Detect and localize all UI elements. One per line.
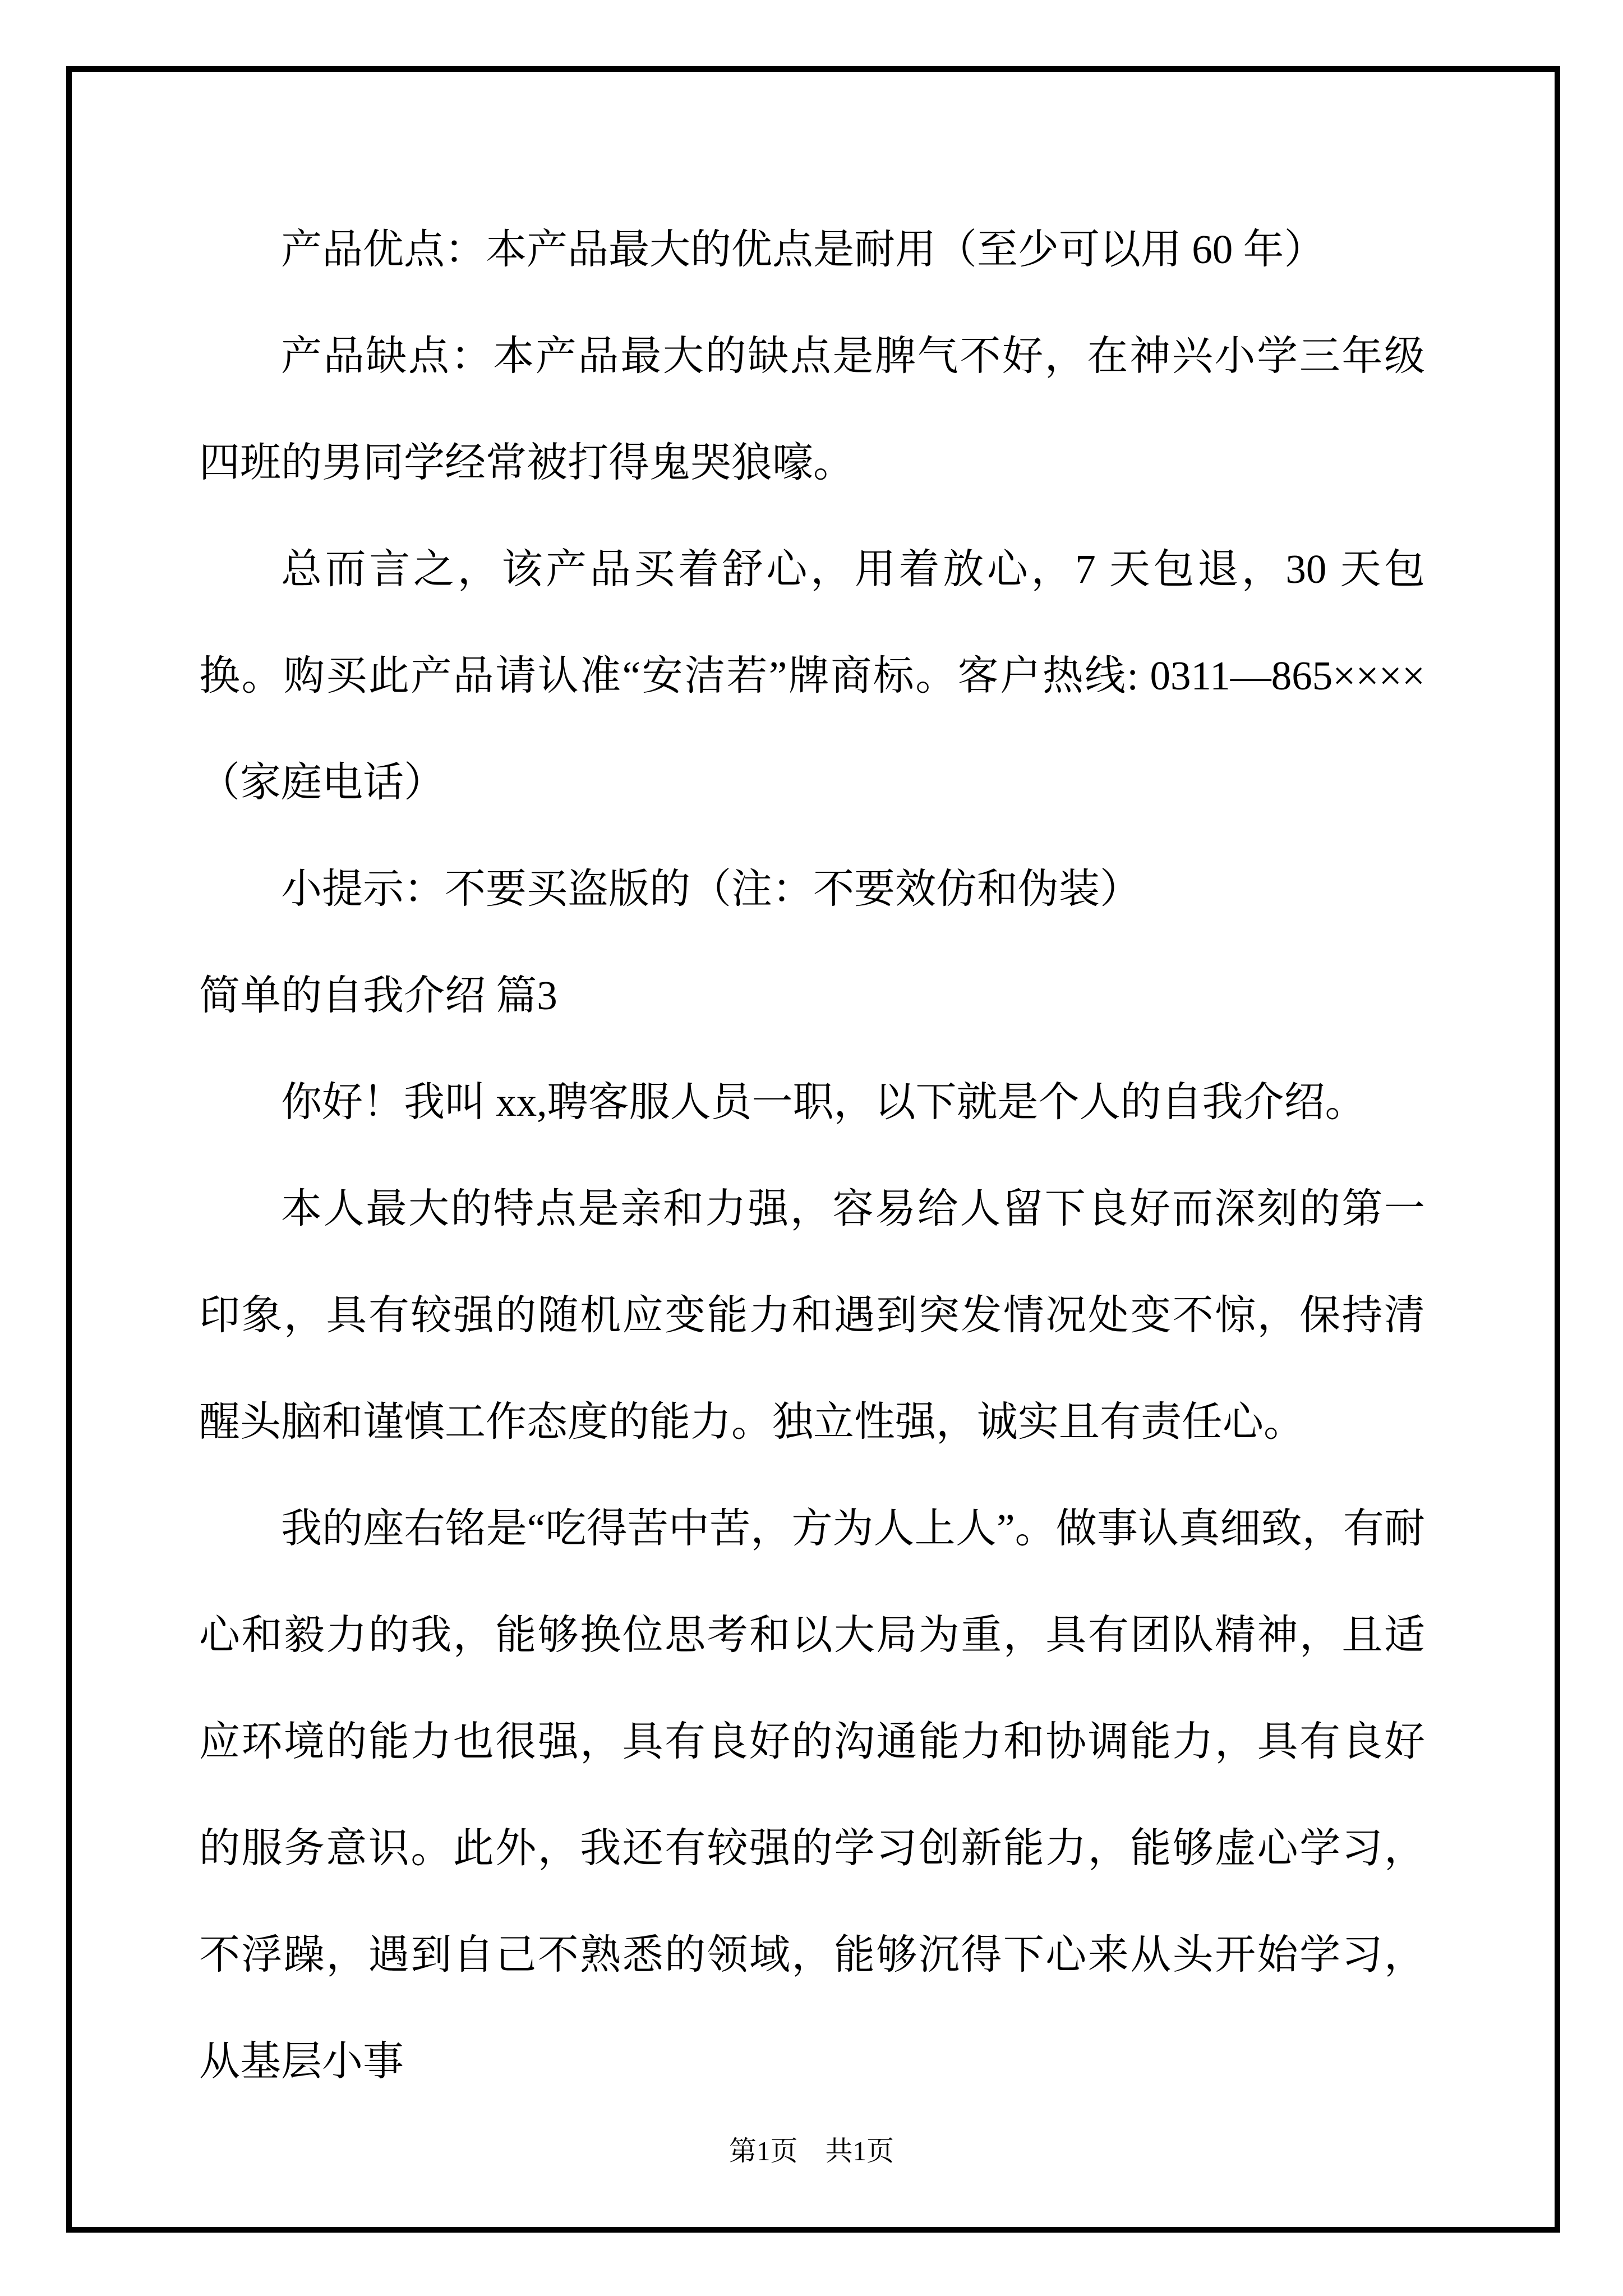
document-content: [199, 196, 1425, 2115]
paragraph: 你好！我叫 xx,聘客服人员一职，以下就是个人的自我介绍。: [281, 1079, 1366, 1125]
paragraph: 我的座右铭是“吃得苦中苦，方为人上人”。做事认真细致，有耐心和毅力的我，能够换位思考和以大局为重，具有团队精神，且适应环境的能力也很强，具有良好的沟通能力和协调能力，具有良好的服务意识。此外，我还有较强的学习创新能力，能够虚心学习，不浮躁，遇到自己不熟悉的领域，能够沉得下心来从头开始学习，从基层小事: [199, 1506, 1425, 2084]
paragraph: 总而言之，该产品买着舒心，用着放心，7 天包退，30 天包换。购买此产品请认准“安洁若”牌商标。客户热线: 0311—865××××（家庭电话）: [199, 546, 1425, 805]
paragraph: 产品缺点：本产品最大的缺点是脾气不好，在神兴小学三年级四班的男同学经常被打得鬼哭狼嚎。: [199, 333, 1425, 485]
paragraph: 小提示：不要买盗版的（注：不要效仿和伪装）: [281, 866, 1141, 912]
paragraph: 简单的自我介绍 篇3: [199, 973, 557, 1018]
paragraph: 本人最大的特点是亲和力强，容易给人留下良好而深刻的第一印象，具有较强的随机应变能力和遇到突发情况处变不惊，保持清醒头脑和谨慎工作态度的能力。独立性强，诚实且有责任心。: [199, 1186, 1425, 1444]
page-footer: 第1页 共1页: [728, 2136, 894, 2166]
paragraph: 产品优点：本产品最大的优点是耐用（至少可以用 60 年）: [281, 227, 1325, 272]
